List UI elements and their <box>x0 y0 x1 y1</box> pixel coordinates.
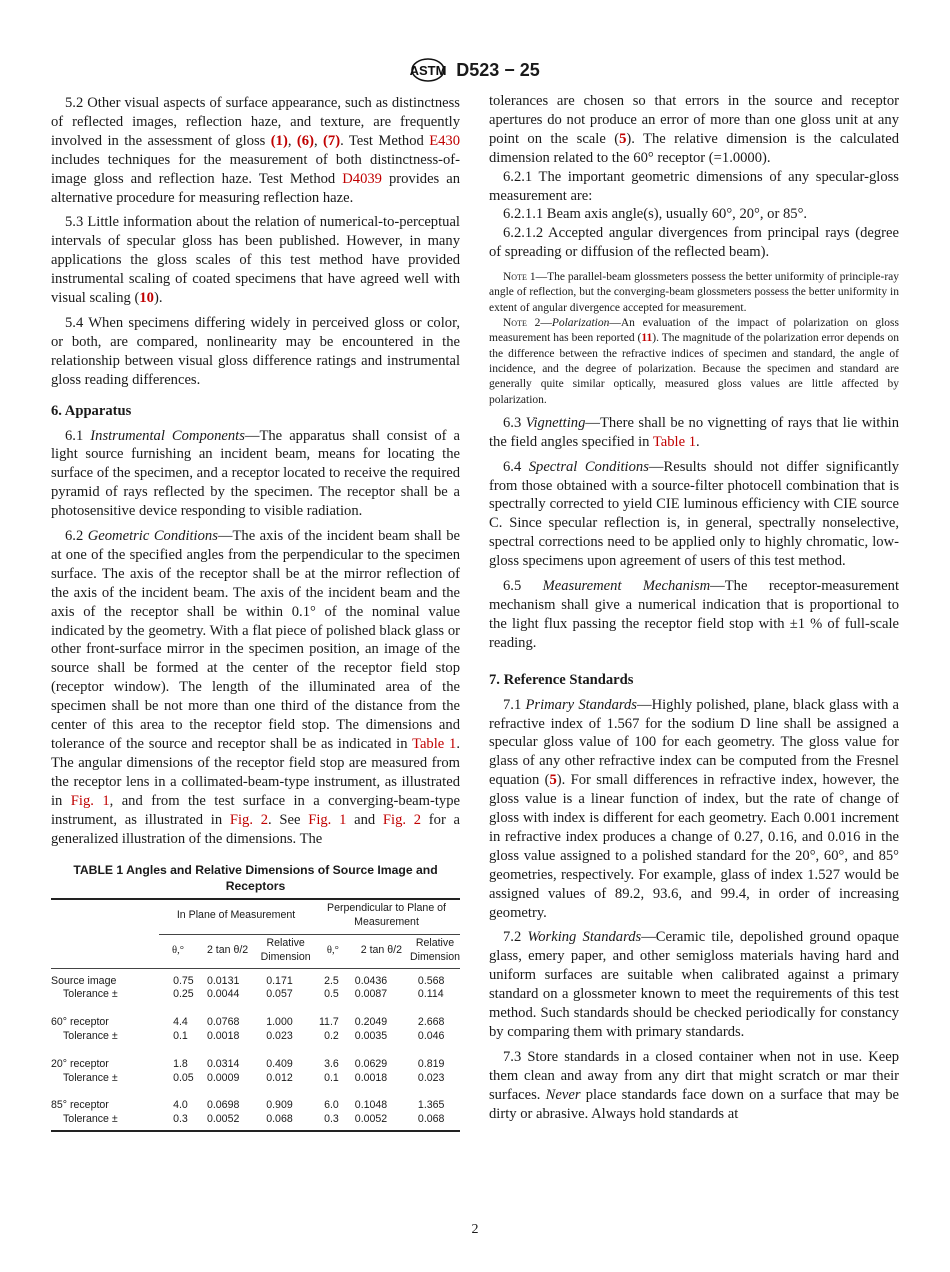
notes <box>489 270 899 408</box>
fig-1-link[interactable]: Fig. 1 <box>70 792 110 809</box>
reference-link[interactable]: 11 <box>641 332 653 345</box>
page-number: 2 <box>471 1222 479 1237</box>
table-1-title: TABLE 1 Angles and Relative Dimensions of Source Image and Receptors <box>73 863 438 894</box>
column-header: 2 tan θ/2 <box>353 935 410 969</box>
table-1-link[interactable]: Table 1 <box>652 433 697 450</box>
table-row: Tolerance ± 0.3 0.0052 0.068 0.3 0.0052 0.068 <box>51 1113 460 1131</box>
paragraph-5-4: 5.4 When specimens differing widely in perceived gloss or color, or both, are compared, nonlinearity may be encountered in the relationship between visual gloss difference ratings and instrumental gloss reading differences. <box>51 314 460 388</box>
paragraph-6-3: 6.3 Vignetting—There shall be no vignetting of rays that lie within the field angles specified in Table 1. <box>489 414 899 450</box>
page-header <box>0 55 950 85</box>
table-row: Tolerance ± 0.1 0.0018 0.023 0.2 0.0035 0.046 <box>63 1030 445 1043</box>
standard-link-e430[interactable]: E430 <box>429 132 461 149</box>
column-header: θ,° <box>159 935 197 969</box>
note-2: Note 2—Polarization—An evaluation of the impact of polarization on gloss measurement has been reported (11). The magnitude of the polarization error depends on the difference between the refractive indices of specimen and standard, the angle of incidence, and the degree of polarization. Because the specimen and standard are generally quite similar optically, measured gloss values are little affected by polarization. <box>489 317 900 406</box>
paragraph-6-2-1-2: 6.2.1.2 Accepted angular divergences from principal rays (degree of spreading or diffusion of the reflected beam). <box>489 225 899 261</box>
paragraph-6-4: 6.4 Spectral Conditions—Results should not differ significantly from those obtained with a source-filter photocell combination that is spectrally corrected to yield CIE luminous efficiency with CIE source C. Since specular reflection is, in general, spectrally nonselective, spectral corrections need to be applied only to highly chromatic, low-gloss specimens upon agreement of users of this test method. <box>489 458 899 570</box>
reference-link[interactable]: 7 <box>327 132 336 149</box>
paragraph-5-3: 5.3 Little information about the relation of numerical-to-perceptual intervals of specular gloss has been published. However, in many applications the gloss scales of this test method have provided instrumental scaling of coated specimens that have agreed well with visual scaling (10). <box>51 214 460 307</box>
paragraph-6-2-1-1: 6.2.1.1 Beam axis angle(s), usually 60°, 20°, or 85°. <box>503 206 808 223</box>
paragraph-7-2: 7.2 Working Standards—Ceramic tile, depolished ground opaque glass, emery paper, and other semigloss materials having hard and uniform surfaces are suitable when calibrated against a primary standard on a glossmeter known to meet the requirements of this test method. Such standards should be checked periodically for constancy by comparing them with primary standards. <box>489 929 899 1041</box>
paragraph-6-2: 6.2 Geometric Conditions—The axis of the incident beam shall be at one of the specified angles from the perpendicular to the specimen surface. The axis of the receptor shall be at the mirror reflection of the axis of the incident beam. The axis of the incident beam and the axis of the receptor shall be within 0.1° of the nominal value indicated by the geometry. With a flat piece of polished black glass or other front-surface mirror in the specimen position, an image of the source shall be formed at the center of the receptor field stop (receptor window). The length of the illuminated area of the specimen shall be not more than one third of the distance from the center of this area to the receptor field stop. The dimensions and tolerance of the source and receptor shall be as indicated in Table 1. The angular dimensions of the receptor field stop are measured from the receptor lens in a collimated-beam-type instrument, as illustrated in Fig. 1, and from the test surface in a converging-beam-type instrument, as illustrated in Fig. 2. See Fig. 1 and Fig. 2 for a generalized illustration of the dimensions. The <box>51 528 461 847</box>
paragraph-6-2-continued: tolerances are chosen so that errors in the source and receptor apertures do not produce an error of more than one gloss unit at any point on the scale (5). The relative dimension is the calculated dimension related to the 60° receptor (=1.0000). <box>489 93 900 166</box>
paragraph-5-2: 5.2 Other visual aspects of surface appearance, such as distinctness of reflected images, reflection haze, and texture, are frequently involved in the assessment of gloss (1), (6), (7). Test Method E430 includes techniques for the measurement of both distinctness-of-image gloss and reflection haze. Test Method D4039 provides an alternative procedure for measuring reflection haze. <box>51 95 461 206</box>
svg-text:ASTM: ASTM <box>410 63 447 78</box>
fig-2-link[interactable]: Fig. 2 <box>382 811 422 828</box>
table-row: 85° receptor 4.0 0.0698 0.909 6.0 0.1048 1.365 <box>51 1099 445 1112</box>
column-header: θ,° <box>313 935 353 969</box>
table-row: Source image 0.75 0.0131 0.171 2.5 0.0436 0.568 <box>51 974 445 987</box>
right-column <box>489 92 899 1130</box>
section-heading-apparatus: 6. Apparatus <box>51 402 132 419</box>
table-row: Tolerance ± 0.25 0.0044 0.057 0.5 0.0087 0.114 <box>63 988 444 1001</box>
table-1 <box>51 898 460 1132</box>
table-row: 60° receptor 4.4 0.0768 1.000 11.7 0.2049 2.668 <box>51 1016 445 1029</box>
section-heading-reference-standards: 7. Reference Standards <box>489 671 634 688</box>
note-1: Note 1—The parallel-beam glossmeters possess the better uniformity of principle-ray angle of reflection, but the converging-beam glossmeters possess the better uniformity in extent of angular divergence accepted for measurement. <box>489 271 899 314</box>
paragraph-6-2-1: 6.2.1 The important geometric dimensions of any specular-gloss measurement are: <box>489 168 899 204</box>
paragraph-7-3: 7.3 Store standards in a closed container when not in use. Keep them clean and away from any dirt that might scratch or mar their surfaces. Never place standards face down on a surface that may be dirty or abrasive. Always hold standards at <box>489 1048 900 1122</box>
reference-link[interactable]: 1 <box>275 132 283 149</box>
fig-2-link[interactable]: Fig. 2 <box>229 811 269 828</box>
fig-1-link[interactable]: Fig. 1 <box>308 811 347 828</box>
reference-link[interactable]: 5 <box>549 772 557 789</box>
table-group-header: Perpendicular to Plane of Measurement <box>313 900 460 934</box>
paragraph-6-1: 6.1 Instrumental Components—The apparatus shall consist of a light source furnishing an incident beam, means for locating the surface of the specimen, and a receptor located to receive the required pyramid of rays reflected by the specimen. The receptor shall be a photosensitive device responding to visible radiation. <box>51 427 460 520</box>
paragraph-6-5: 6.5 Measurement Mechanism—The receptor-measurement mechanism shall give a numerical indication that is proportional to the light flux passing the receptor field stop with ±1 % of full-scale reading. <box>489 578 899 651</box>
astm-logo-icon <box>410 55 446 85</box>
column-header: 2 tan θ/2 <box>197 935 258 969</box>
table-1-link[interactable]: Table 1 <box>412 736 457 752</box>
standard-link-d4039[interactable]: D4039 <box>342 170 382 187</box>
reference-link[interactable]: 6 <box>301 132 310 149</box>
document-code: D523 − 25 <box>456 59 540 80</box>
table-group-header: In Plane of Measurement <box>159 900 313 934</box>
reference-link[interactable]: 5 <box>619 130 627 147</box>
column-header: Relative Dimension <box>258 935 313 969</box>
table-row: Tolerance ± 0.05 0.0009 0.012 0.1 0.0018 0.023 <box>63 1071 445 1084</box>
table-row: 20° receptor 1.8 0.0314 0.409 3.6 0.0629 0.819 <box>51 1057 445 1070</box>
left-column <box>51 94 460 1132</box>
paragraph-7-1: 7.1 Primary Standards—Highly polished, plane, black glass with a refractive index of 1.567 for the sodium D line shall be assigned a specular gloss value of 100 for each geometry. The gloss value for glass of any other refractive index can be computed from the Fresnel equation (5). For small differences in refractive index, however, the gloss value is a linear function of index, but the rate of change of gloss with index is different for each geometry. Each 0.001 increment in refractive index produces a change of 0.27, 0.16, and 0.016 in the gloss value assigned to a polished standard for the 20°, 60°, and 85° geometries, respectively. For example, glass of index 1.527 would be assigned values of 89.2, 93.6, and 99.4, in order of increasing geometry. <box>489 696 899 921</box>
reference-link[interactable]: 10 <box>139 290 154 307</box>
column-header: Relative Dimension <box>410 935 460 969</box>
